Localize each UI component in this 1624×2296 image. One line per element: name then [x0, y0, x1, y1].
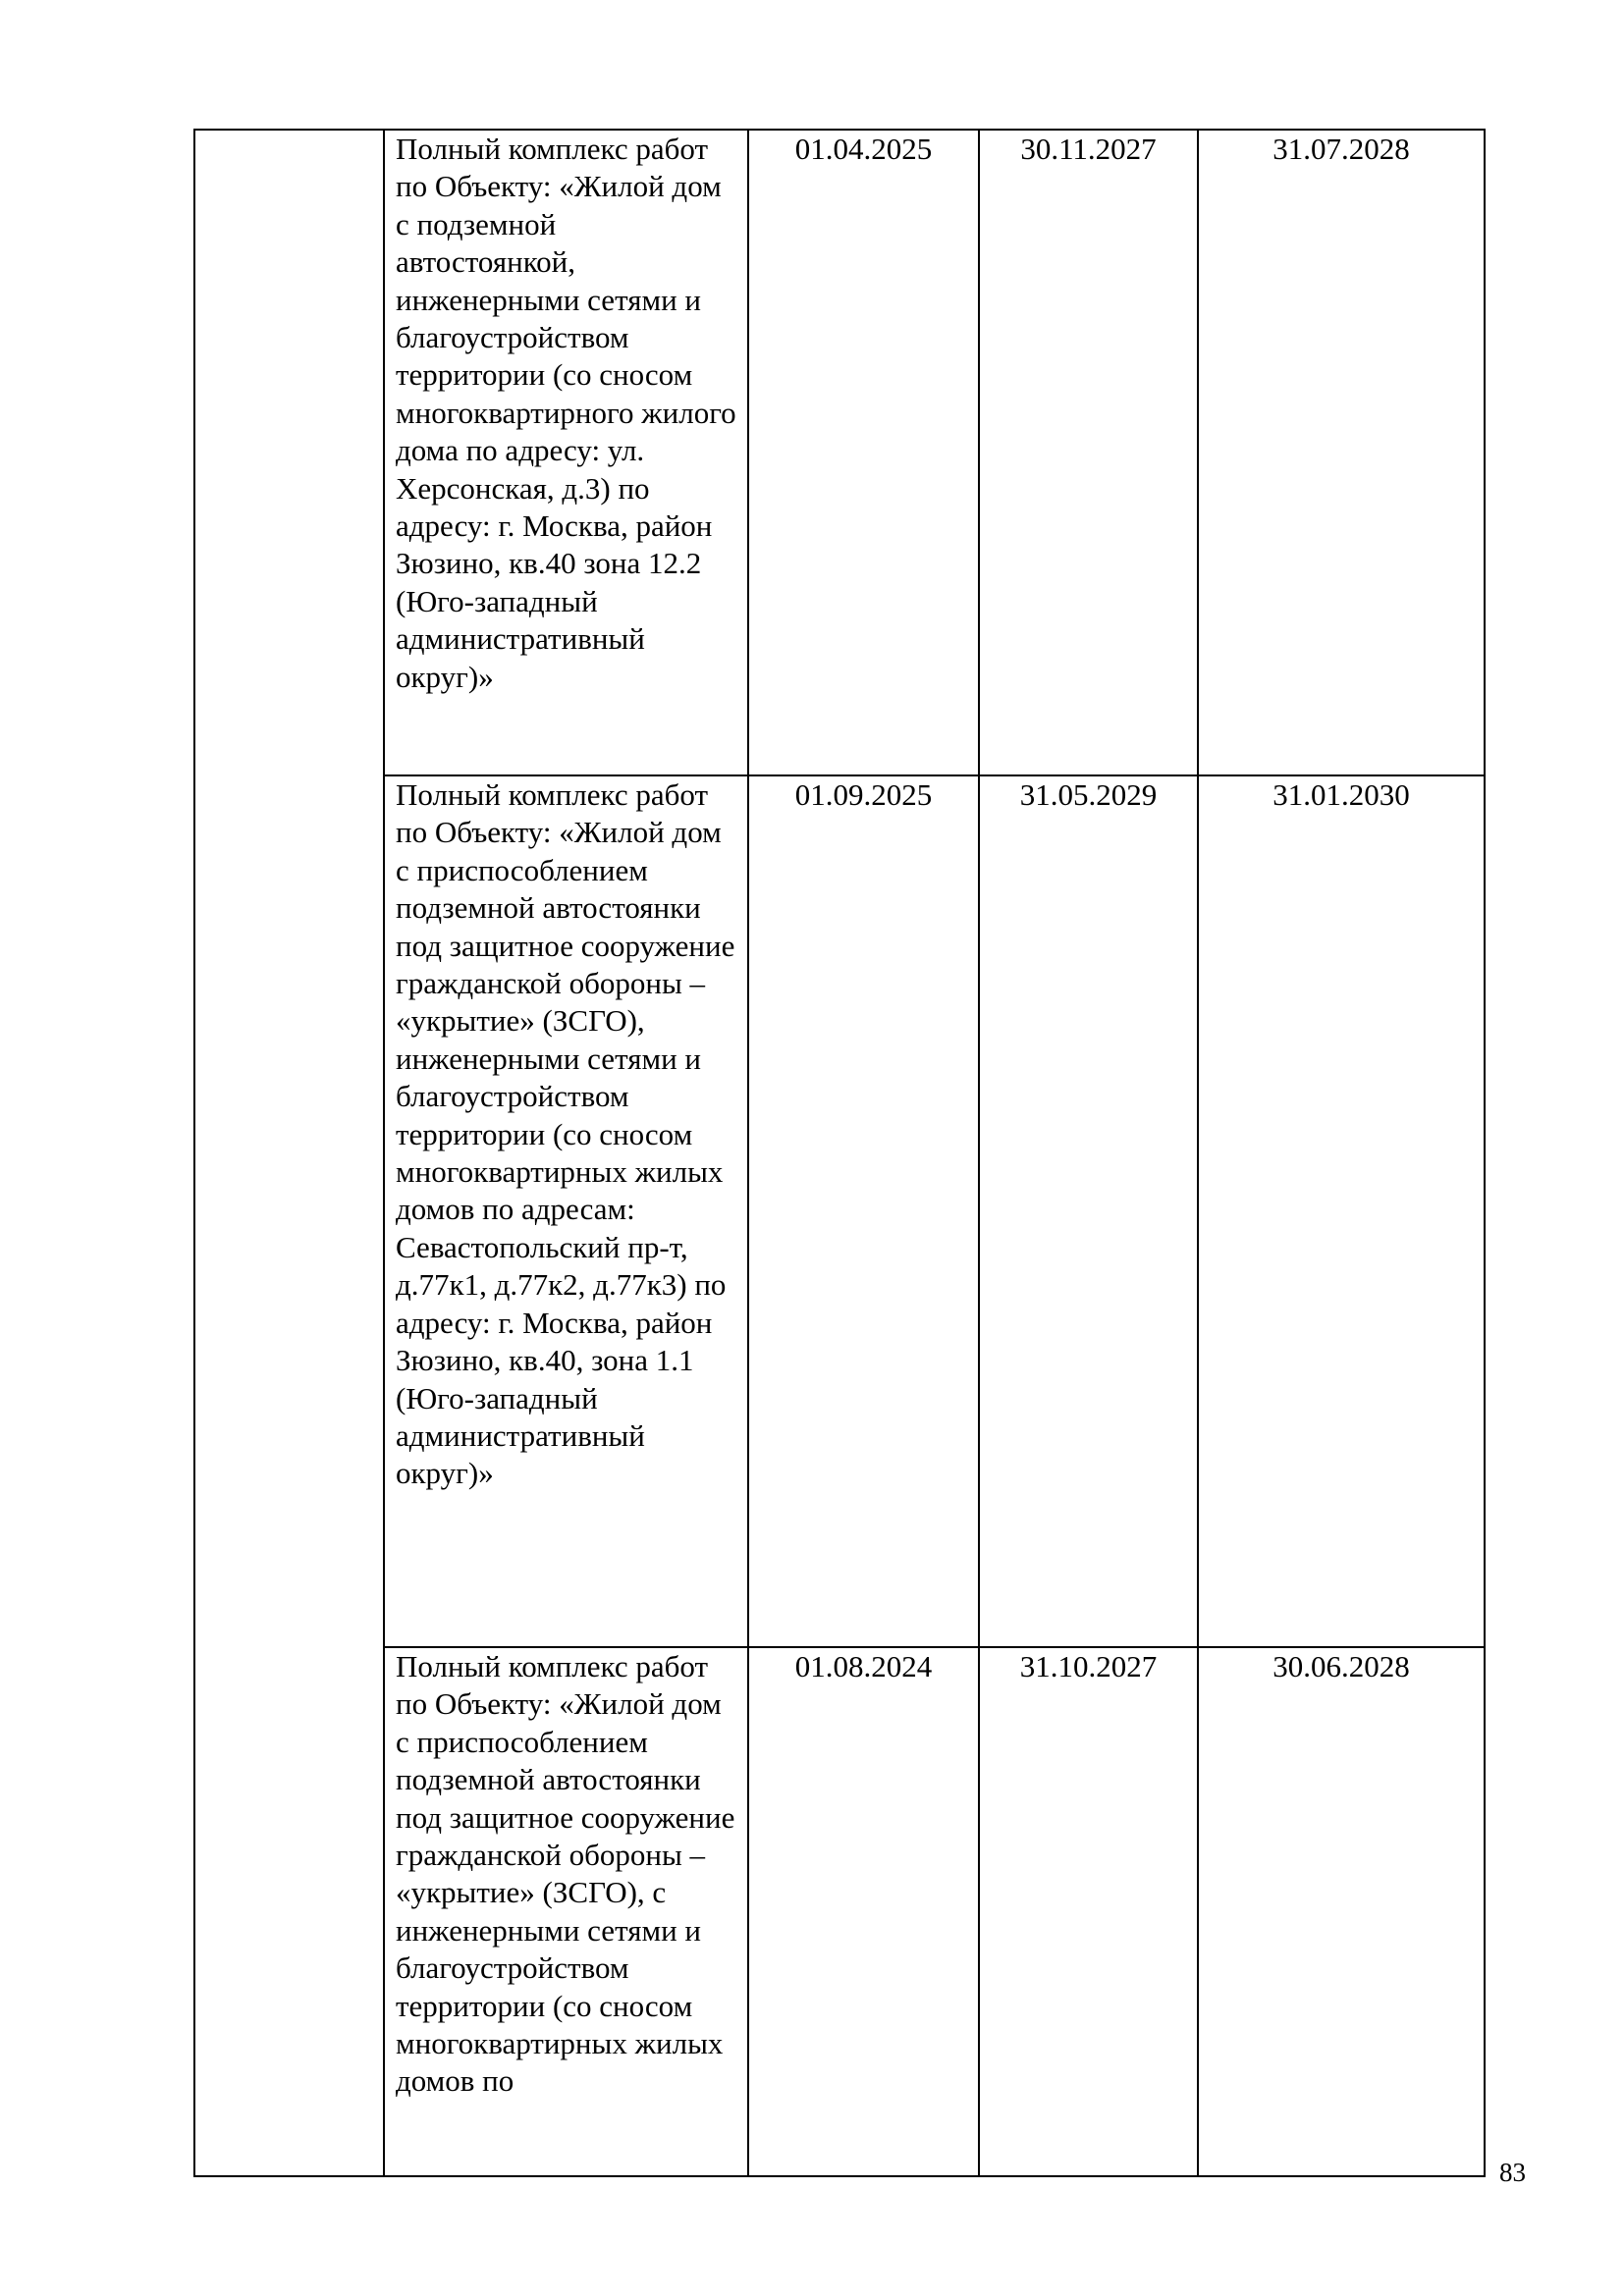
- end-date-cell: 31.10.2027: [979, 1647, 1198, 2176]
- work-description-cell: [384, 1647, 748, 2176]
- end-date-cell: 31.05.2029: [979, 775, 1198, 1647]
- final-date-cell: 30.06.2028: [1198, 1647, 1485, 2176]
- final-date-cell: 31.07.2028: [1198, 130, 1485, 775]
- empty-cell: [194, 1647, 384, 2176]
- works-schedule-table: [193, 129, 1486, 2177]
- start-date-cell: 01.08.2024: [748, 1647, 979, 2176]
- end-date-cell: 30.11.2027: [979, 130, 1198, 775]
- table-row: [194, 1647, 1485, 2176]
- table-row: [194, 775, 1485, 1647]
- work-description: Полный комплекс работ по Объекту: «Жилой дом с подземной автостоянкой, инженерными сетями и благоустройством территории (со сносом многоквартирного жилого дома по адресу: ул. Херсонская, д.3) по адресу: г. Москва, район Зюзино, кв.40 зона 12.2 (Юго-западный административный округ)»: [396, 132, 736, 694]
- page-number: 83: [1499, 2158, 1526, 2187]
- final-date-cell: 31.01.2030: [1198, 775, 1485, 1647]
- table-row: [194, 130, 1485, 775]
- start-date-cell: 01.09.2025: [748, 775, 979, 1647]
- work-description: Полный комплекс работ по Объекту: «Жилой дом с приспособлением подземной автостоянки под защитное сооружение гражданской обороны – «укрытие» (ЗСГО), инженерными сетями и благоустройством территории (со сносом многоквартирных жилых домов по адресам: Севастопольский пр-т, д.77к1, д.77к2, д.77к3) по адресу: г. Москва, район Зюзино, кв.40, зона 1.1 (Юго-западный административный округ)»: [396, 777, 735, 1491]
- work-description-cell: [384, 130, 748, 775]
- start-date-cell: 01.04.2025: [748, 130, 979, 775]
- work-description-cell: [384, 775, 748, 1647]
- empty-cell: [194, 775, 384, 1647]
- empty-cell: [194, 130, 384, 775]
- work-description: Полный комплекс работ по Объекту: «Жилой дом с приспособлением подземной автостоянки под защитное сооружение гражданской обороны – «укрытие» (ЗСГО), с инженерными сетями и благоустройством территории (со сносом многоквартирных жилых домов по: [396, 1649, 735, 2099]
